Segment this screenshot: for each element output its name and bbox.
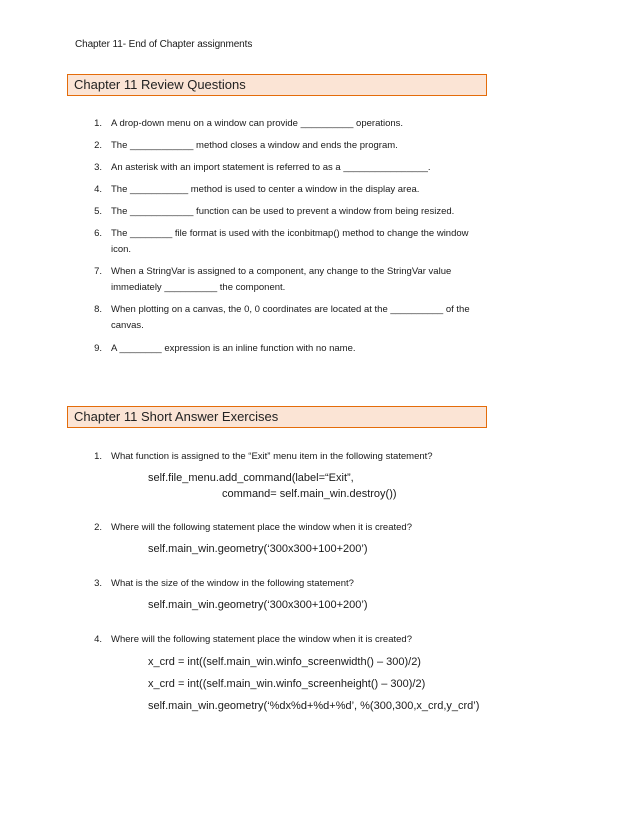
code-line: x_crd = int((self.main_win.winfo_screenheight() – 300)/2): [148, 678, 426, 690]
question-text: When plotting on a canvas, the 0, 0 coordinates are located at the __________ of the canvas.: [111, 304, 470, 331]
code-line: self.main_win.geometry(‘300x300+100+200’): [148, 543, 368, 555]
question-number: 2.: [94, 140, 102, 151]
question-number: 6.: [94, 228, 102, 239]
exercise-number: 1.: [94, 451, 102, 462]
question-number: 3.: [94, 162, 102, 173]
exercise-number: 3.: [94, 578, 102, 589]
exercise-number: 2.: [94, 522, 102, 533]
question-number: 8.: [94, 304, 102, 315]
exercise-number: 4.: [94, 634, 102, 645]
page-header: Chapter 11- End of Chapter assignments: [75, 39, 253, 50]
question-number: 1.: [94, 118, 102, 129]
review-section-title: Chapter 11 Review Questions: [67, 74, 487, 96]
code-line: command= self.main_win.destroy()): [222, 488, 397, 500]
question-text: A ________ expression is an inline function with no name.: [111, 343, 356, 354]
question-text: The ____________ function can be used to prevent a window from being resized.: [111, 206, 455, 217]
question-text: A drop-down menu on a window can provide __________ operations.: [111, 118, 404, 129]
code-line: self.main_win.geometry(‘%dx%d+%d+%d’, %(300,300,x_crd,y_crd’): [148, 700, 480, 712]
question-text: The ____________ method closes a window and ends the program.: [111, 140, 398, 151]
question-text: When a StringVar is assigned to a component, any change to the StringVar value immediately __________ the component.: [111, 266, 452, 293]
code-line: self.main_win.geometry(‘300x300+100+200’): [148, 599, 368, 611]
question-number: 4.: [94, 184, 102, 195]
question-text: The ________ file format is used with the iconbitmap() method to change the window icon.: [111, 228, 469, 255]
question-number: 7.: [94, 266, 102, 277]
exercise-text: Where will the following statement place the window when it is created?: [111, 522, 412, 533]
question-text: The ___________ method is used to center a window in the display area.: [111, 184, 420, 195]
short-answer-section-title: Chapter 11 Short Answer Exercises: [67, 406, 487, 428]
code-line: self.file_menu.add_command(label=“Exit”,: [148, 472, 354, 484]
exercise-text: Where will the following statement place the window when it is created?: [111, 634, 412, 645]
exercise-text: What is the size of the window in the following statement?: [111, 578, 354, 589]
question-text: An asterisk with an import statement is referred to as a ________________.: [111, 162, 431, 173]
code-line: x_crd = int((self.main_win.winfo_screenwidth() – 300)/2): [148, 656, 421, 668]
exercise-text: What function is assigned to the “Exit” menu item in the following statement?: [111, 451, 433, 462]
question-number: 5.: [94, 206, 102, 217]
question-number: 9.: [94, 343, 102, 354]
